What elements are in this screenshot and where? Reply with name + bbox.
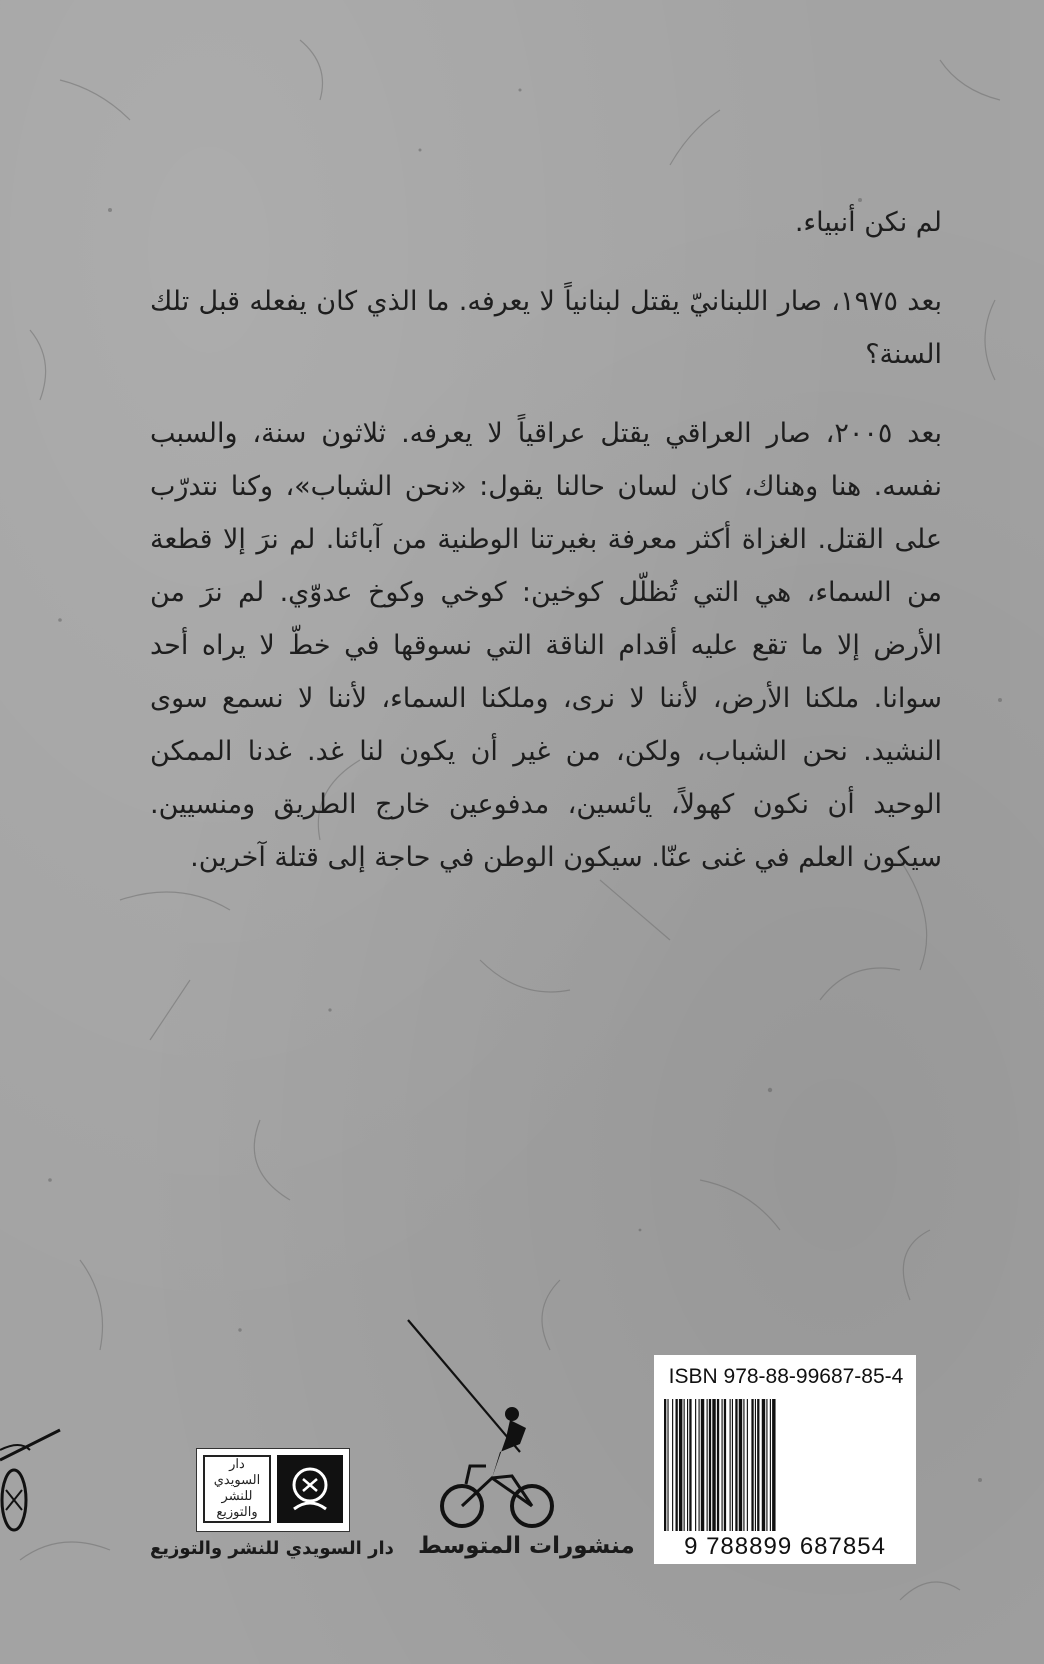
- barcode-bar: [766, 1399, 767, 1531]
- barcode-bar: [772, 1399, 775, 1531]
- barcode-bar: [712, 1399, 715, 1531]
- barcode-bar: [707, 1399, 708, 1531]
- blurb-text: [150, 196, 942, 910]
- barcode-bar: [770, 1399, 771, 1531]
- blurb-paragraph-1: لم نكن أنبياء.: [794, 207, 942, 238]
- blurb-paragraph-3: بعد ٢٠٠٥، صار العراقي يقتل عراقياً لا يعرفه. ثلاثون سنة، والسبب نفسه. هنا وهناك، كان لسان حالنا يقول: «نحن الشباب»، وكنا نتدرّب على القتل. الغزاة أكثر معرفة بغيرتنا الوطنية من آبائنا. لم نرَ إلا قطعة من السماء، هي التي تُظلّل كوخين: كوخي وكوخ عدوّي. لم نرَ من الأرض إلا ما تقع عليه أقدام الناقة التي نسوقها في خطّ لا يراه أحد سوانا. ملكنا الأرض، لأننا لا نرى، وملكنا السماء، لأننا لا نسمع سوى النشيد. نحن الشباب، ولكن، من غير أن يكون لنا غد. غدنا الممكن الوحيد أن نكون كهولاً، يائسين، مدفوعين خارج الطريق ومنسيين. سيكون العلم في غنى عنّا. سيكون الوطن في حاجة إلى قتلة آخرين.: [150, 418, 942, 873]
- barcode-bar: [676, 1399, 678, 1531]
- barcode-bar: [709, 1399, 711, 1531]
- barcode-bar: [747, 1399, 748, 1531]
- cyclist-logo-icon: [400, 1316, 590, 1536]
- publisher-alsuwaidi-logo: [196, 1448, 350, 1532]
- barcode-digits: 9 788899 687854: [684, 1533, 886, 1560]
- barcode-bar: [679, 1399, 682, 1531]
- barcode-bar: [762, 1399, 765, 1531]
- barcode-bar: [672, 1399, 673, 1531]
- emblem-icon: [277, 1455, 343, 1523]
- barcode-bar: [664, 1399, 666, 1531]
- barcode-bar: [695, 1399, 696, 1531]
- barcode-bar: [755, 1399, 756, 1531]
- blurb-paragraph-2: بعد ١٩٧٥، صار اللبنانيّ يقتل لبنانياً لا يعرفه. ما الذي كان يفعله قبل تلك السنة؟: [150, 286, 943, 370]
- publisher-alsuwaidi-name: دار السويدي للنشر والتوزيع: [150, 1538, 394, 1559]
- spine-illustration-icon: [0, 1400, 70, 1540]
- barcode-bar: [735, 1399, 737, 1531]
- barcode-bar: [717, 1399, 719, 1531]
- isbn-number: ISBN 978-88-99687-85-4: [668, 1365, 904, 1388]
- barcode-bar: [743, 1399, 744, 1531]
- barcode-bar: [684, 1399, 685, 1531]
- barcode-bar: [701, 1399, 704, 1531]
- isbn-barcode-box: [654, 1355, 916, 1564]
- barcode-bar: [699, 1399, 700, 1531]
- barcode-bar: [689, 1399, 691, 1531]
- barcode-bar: [724, 1399, 726, 1531]
- barcode-bar: [739, 1399, 742, 1531]
- barcode-bar: [732, 1399, 733, 1531]
- barcode-bar: [730, 1399, 731, 1531]
- barcode-bar: [667, 1399, 668, 1531]
- barcode-bar: [722, 1399, 723, 1531]
- barcode-icon: [664, 1399, 906, 1531]
- alsuwaidi-calligraphy-logo: دار السويدي للنشر والتوزيع: [203, 1455, 271, 1523]
- publisher-almutawassit-name: منشورات المتوسط: [418, 1533, 635, 1559]
- barcode-bar: [687, 1399, 688, 1531]
- barcode-bar: [757, 1399, 759, 1531]
- barcode-bar: [751, 1399, 753, 1531]
